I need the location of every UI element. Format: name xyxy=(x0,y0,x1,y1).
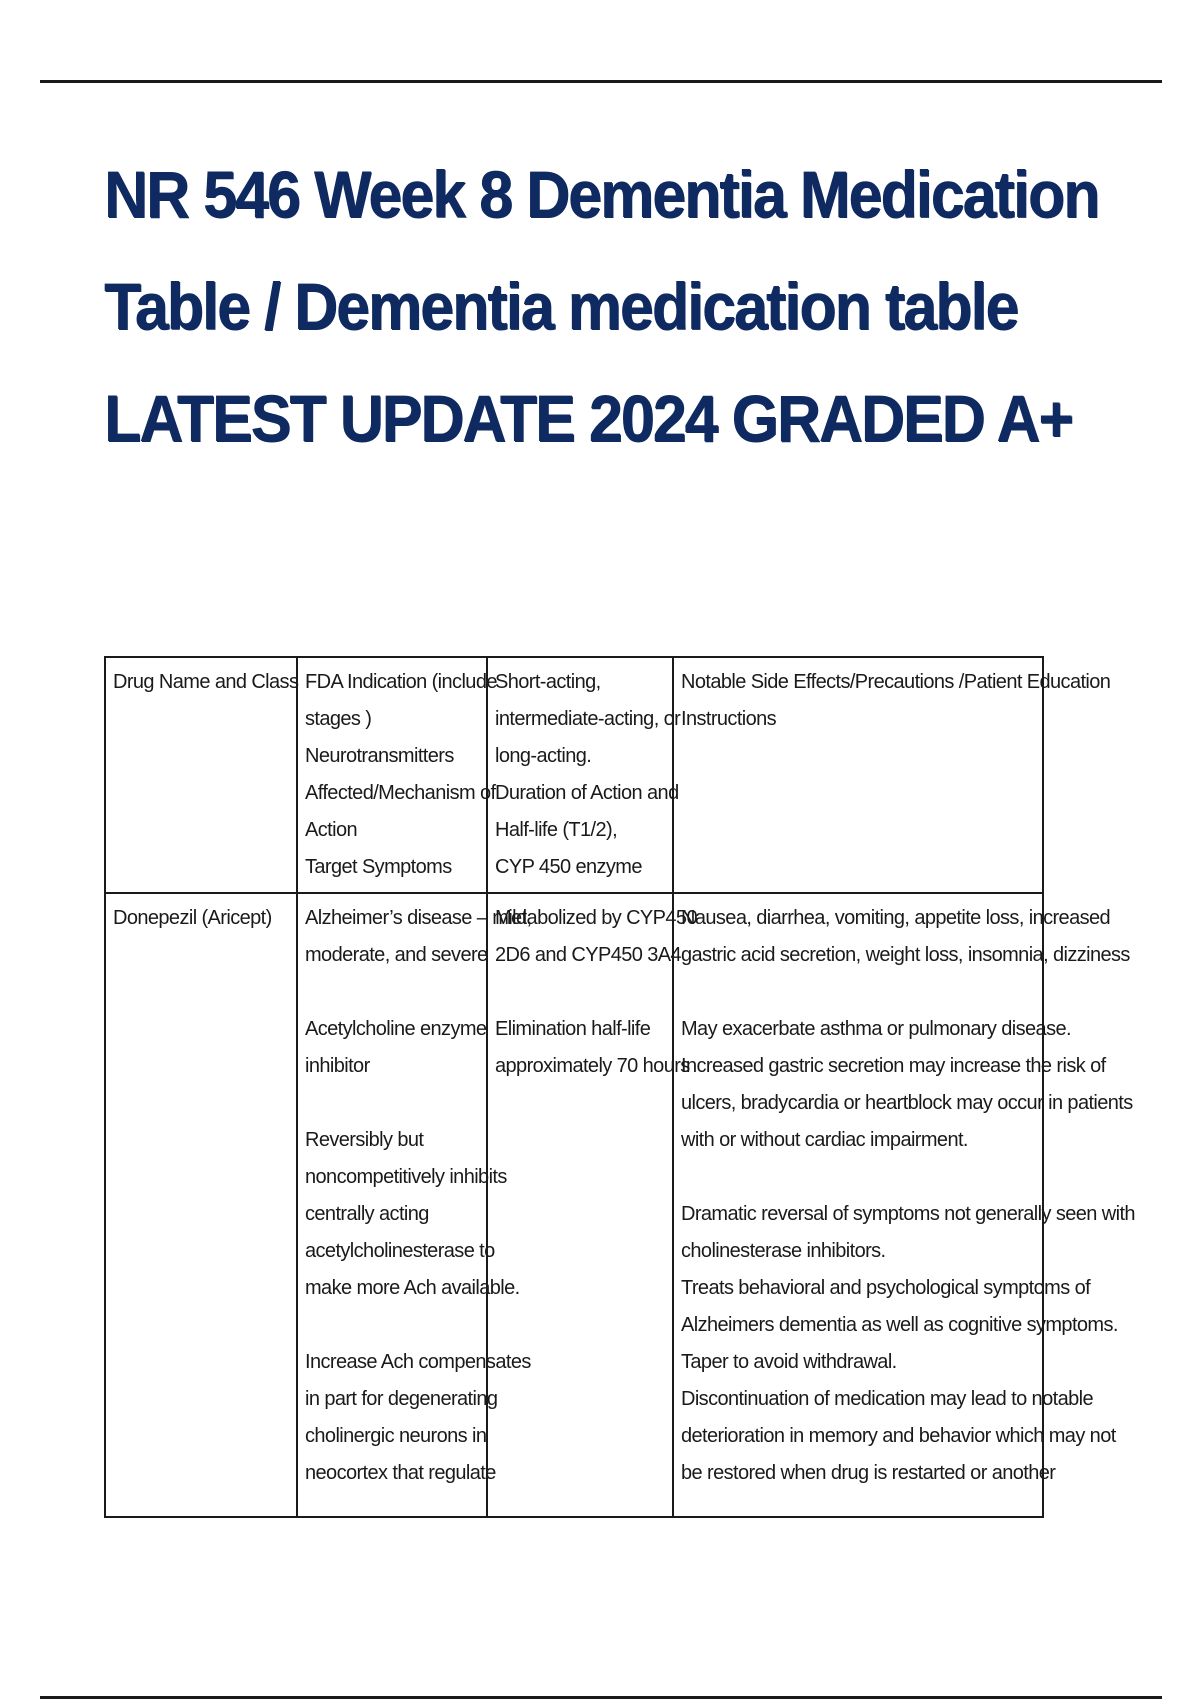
cell-text: make more Ach available. xyxy=(305,1277,520,1299)
header-duration xyxy=(487,657,681,893)
cell-text: May exacerbate asthma or pulmonary disease. xyxy=(681,1018,1071,1040)
header-drug-name xyxy=(105,657,297,893)
cell-text: Taper to avoid withdrawal. xyxy=(681,1351,897,1373)
header-text: Short-acting, xyxy=(495,671,601,693)
cell-text: Donepezil (Aricept) xyxy=(113,907,272,929)
cell-text: with or without cardiac impairment. xyxy=(681,1129,968,1151)
cell-text: Dramatic reversal of symptoms not generally seen with xyxy=(681,1203,1135,1225)
cell-text: Treats behavioral and psychological symptoms of xyxy=(681,1277,1091,1299)
header-fda-indication xyxy=(297,657,497,893)
header-side-effects xyxy=(673,657,1111,893)
header-text: FDA Indication (include xyxy=(305,671,497,693)
cell-text: inhibitor xyxy=(305,1055,370,1077)
cell-text: 2D6 and CYP450 3A4 xyxy=(495,944,682,966)
cell-text: Alzheimers dementia as well as cognitive symptoms. xyxy=(681,1314,1118,1336)
title-line-1: NR 546 Week 8 Dementia Medication xyxy=(104,157,1099,231)
header-text: Notable Side Effects/Precautions /Patient Education xyxy=(681,671,1111,693)
cell-text: Nausea, diarrhea, vomiting, appetite loss, increased xyxy=(681,907,1111,929)
header-text: intermediate-acting, or xyxy=(495,708,681,730)
cell-text: deterioration in memory and behavior which may not xyxy=(681,1425,1116,1447)
header-text: stages ) xyxy=(305,708,372,730)
cell-text: moderate, and severe xyxy=(305,944,488,966)
title-line-3: LATEST UPDATE 2024 GRADED A+ xyxy=(104,381,1072,455)
cell-text: Increase Ach compensates xyxy=(305,1351,531,1373)
table-row xyxy=(105,893,1043,1517)
title-line-2: Table / Dementia medication table xyxy=(104,269,1018,343)
cell-text: Reversibly but xyxy=(305,1129,424,1151)
header-text: Target Symptoms xyxy=(305,856,452,878)
cell-fda-indication xyxy=(297,893,532,1517)
top-rule xyxy=(40,80,1162,83)
header-text: long-acting. xyxy=(495,745,592,767)
cell-text: Alzheimer’s disease – mild, xyxy=(305,907,532,929)
cell-text: neocortex that regulate xyxy=(305,1462,496,1484)
header-text: CYP 450 enzyme xyxy=(495,856,642,878)
header-text: Drug Name and Class xyxy=(113,671,299,693)
header-text: Action xyxy=(305,819,357,841)
cell-text: Increased gastric secretion may increase the risk of xyxy=(681,1055,1106,1077)
cell-text: approximately 70 hours xyxy=(495,1055,690,1077)
cell-text: acetylcholinesterase to xyxy=(305,1240,495,1262)
cell-text: Elimination half-life xyxy=(495,1018,651,1040)
cell-text: cholinesterase inhibitors. xyxy=(681,1240,886,1262)
cell-text: Metabolized by CYP450 xyxy=(495,907,697,929)
header-text: Neurotransmitters xyxy=(305,745,454,767)
header-text: Instructions xyxy=(681,708,777,730)
medication-table xyxy=(104,656,1135,1518)
cell-text: be restored when drug is restarted or another xyxy=(681,1462,1056,1484)
header-text: Half-life (T1/2), xyxy=(495,819,618,841)
table-header-row xyxy=(105,657,1043,893)
cell-text: cholinergic neurons in xyxy=(305,1425,487,1447)
cell-drug-name xyxy=(105,893,297,1517)
cell-duration xyxy=(487,893,697,1517)
document-title xyxy=(104,138,1099,474)
cell-text: Discontinuation of medication may lead to notable xyxy=(681,1388,1093,1410)
cell-text: noncompetitively inhibits xyxy=(305,1166,507,1188)
cell-text: in part for degenerating xyxy=(305,1388,498,1410)
cell-text: Acetylcholine enzyme xyxy=(305,1018,487,1040)
header-text: Duration of Action and xyxy=(495,782,679,804)
bottom-rule xyxy=(40,1696,1162,1699)
cell-text: gastric acid secretion, weight loss, insomnia, dizziness xyxy=(681,944,1130,966)
cell-text: centrally acting xyxy=(305,1203,429,1225)
cell-text: ulcers, bradycardia or heartblock may occur in patients xyxy=(681,1092,1133,1114)
cell-side-effects xyxy=(673,893,1135,1517)
header-text: Affected/Mechanism of xyxy=(305,782,496,804)
